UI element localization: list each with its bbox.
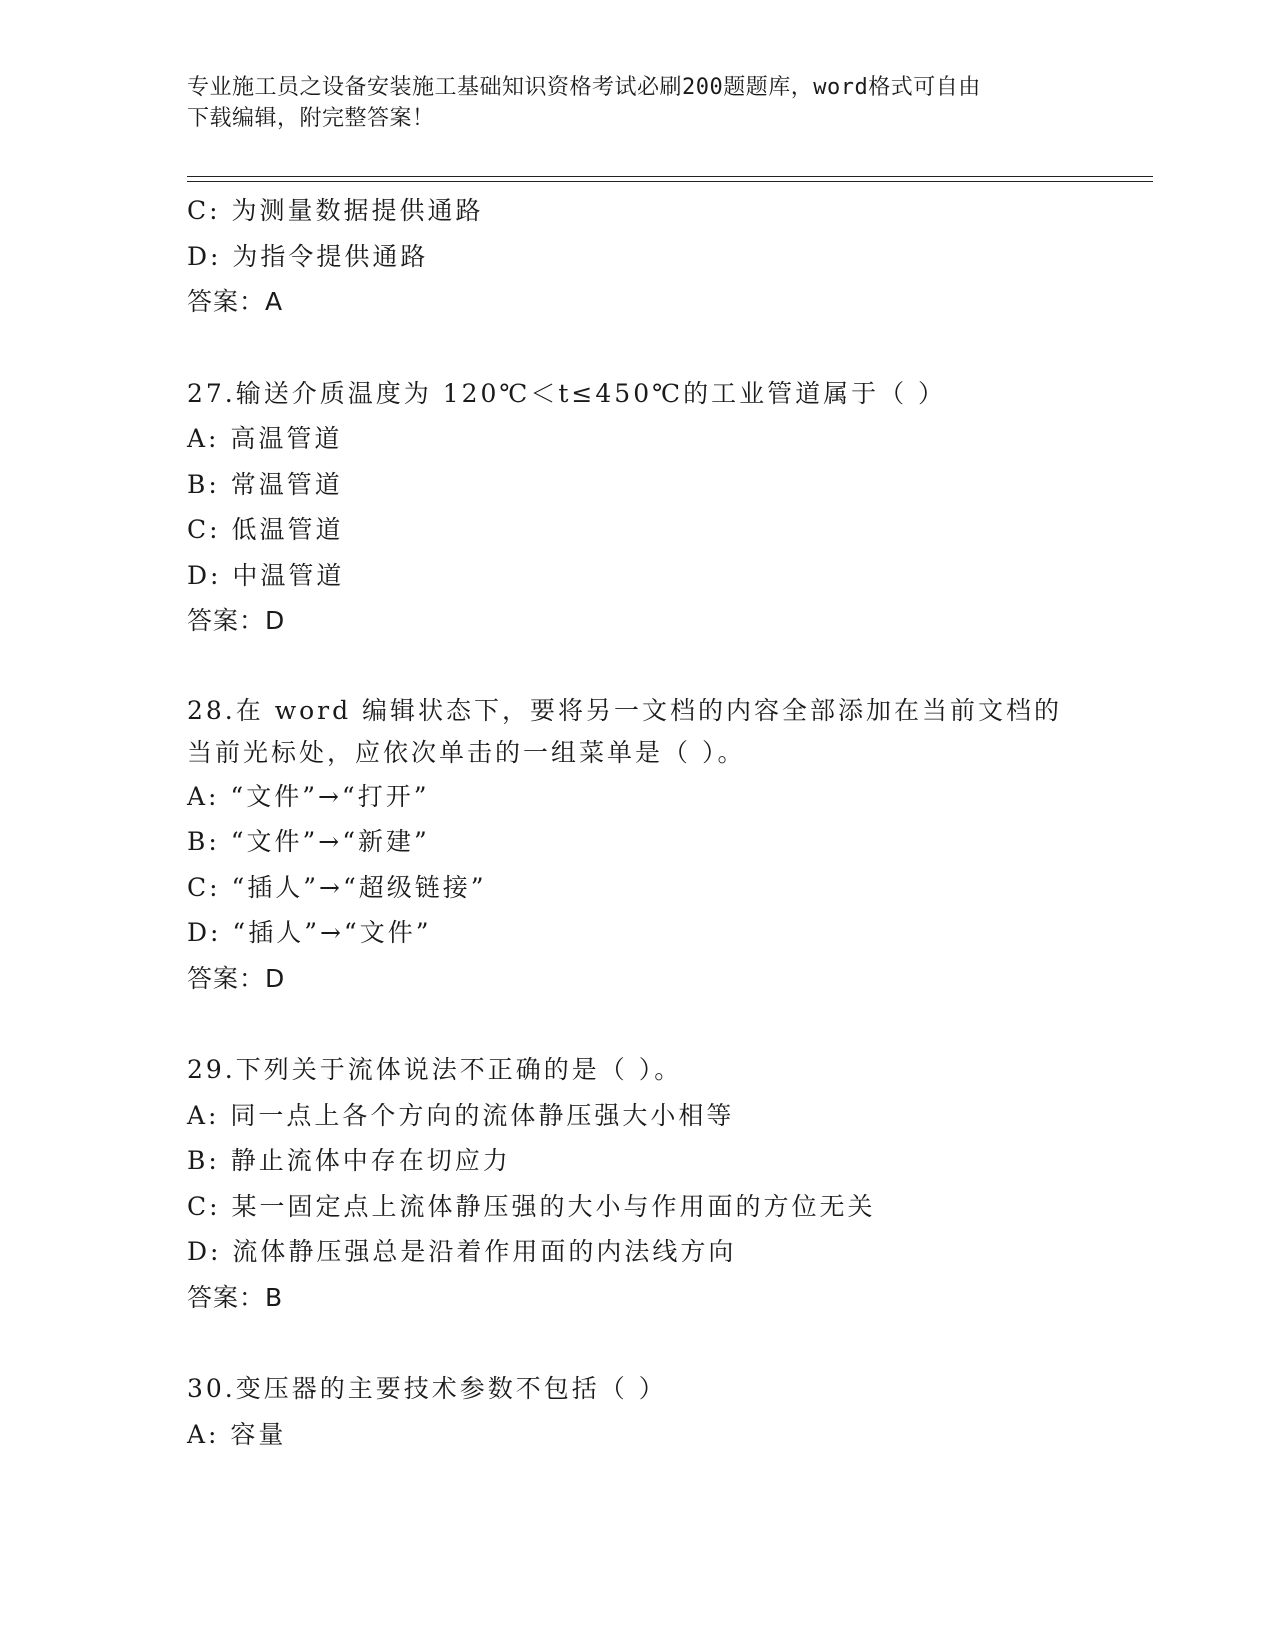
option-a: A: 同一点上各个方向的流体静压强大小相等 <box>187 1100 735 1130</box>
option-a: A: 容量 <box>187 1419 287 1449</box>
question-text: 30.变压器的主要技术参数不包括（ ） <box>187 1374 667 1403</box>
document-header <box>187 72 1087 134</box>
answer: 答案：B <box>187 1282 284 1312</box>
question-27 <box>187 371 1087 644</box>
question-text: 27.输送介质温度为 120℃＜t≤450℃的工业管道属于（ ） <box>187 378 947 408</box>
option-d: D: 流体静压强总是沿着作用面的内法线方向 <box>187 1237 737 1266</box>
question-text-line-2: 当前光标处，应依次单击的一组菜单是（ ）。 <box>187 737 746 767</box>
answer: 答案：D <box>187 963 286 993</box>
document-body <box>187 188 1087 1457</box>
option-b: B: “文件”→“新建” <box>187 827 430 856</box>
option-c: C: “插人”→“超级链接” <box>187 872 487 902</box>
header-rule-bottom <box>187 181 1153 182</box>
header-line-1: 专业施工员之设备安装施工基础知识资格考试必刷200题题库，word格式可自由 <box>187 75 981 100</box>
header-line-2: 下载编辑，附完整答案！ <box>187 106 435 131</box>
option-d: D: 为指令提供通路 <box>187 241 429 271</box>
question-text-line-1: 28.在 word 编辑状态下，要将另一文档的内容全部添加在当前文档的 <box>187 695 1063 725</box>
question-text: 29.下列关于流体说法不正确的是（ ）。 <box>187 1055 683 1084</box>
header-rule-top <box>187 176 1153 177</box>
option-c: C: 某一固定点上流体静压强的大小与作用面的方位无关 <box>187 1191 876 1221</box>
question-30 <box>187 1366 1087 1457</box>
option-d: D: “插人”→“文件” <box>187 918 432 947</box>
question-28 <box>187 690 1087 1002</box>
option-b: B: 常温管道 <box>187 469 343 499</box>
question-29 <box>187 1047 1087 1320</box>
option-a: A: 高温管道 <box>187 424 343 453</box>
answer: 答案：D <box>187 606 286 635</box>
option-c: C: 为测量数据提供通路 <box>187 196 484 225</box>
option-d: D: 中温管道 <box>187 560 345 590</box>
option-b: B: 静止流体中存在切应力 <box>187 1146 511 1175</box>
question-26-continued <box>187 188 1087 325</box>
option-c: C: 低温管道 <box>187 515 344 544</box>
answer: 答案：A <box>187 287 284 316</box>
option-a: A: “文件”→“打开” <box>187 781 430 811</box>
